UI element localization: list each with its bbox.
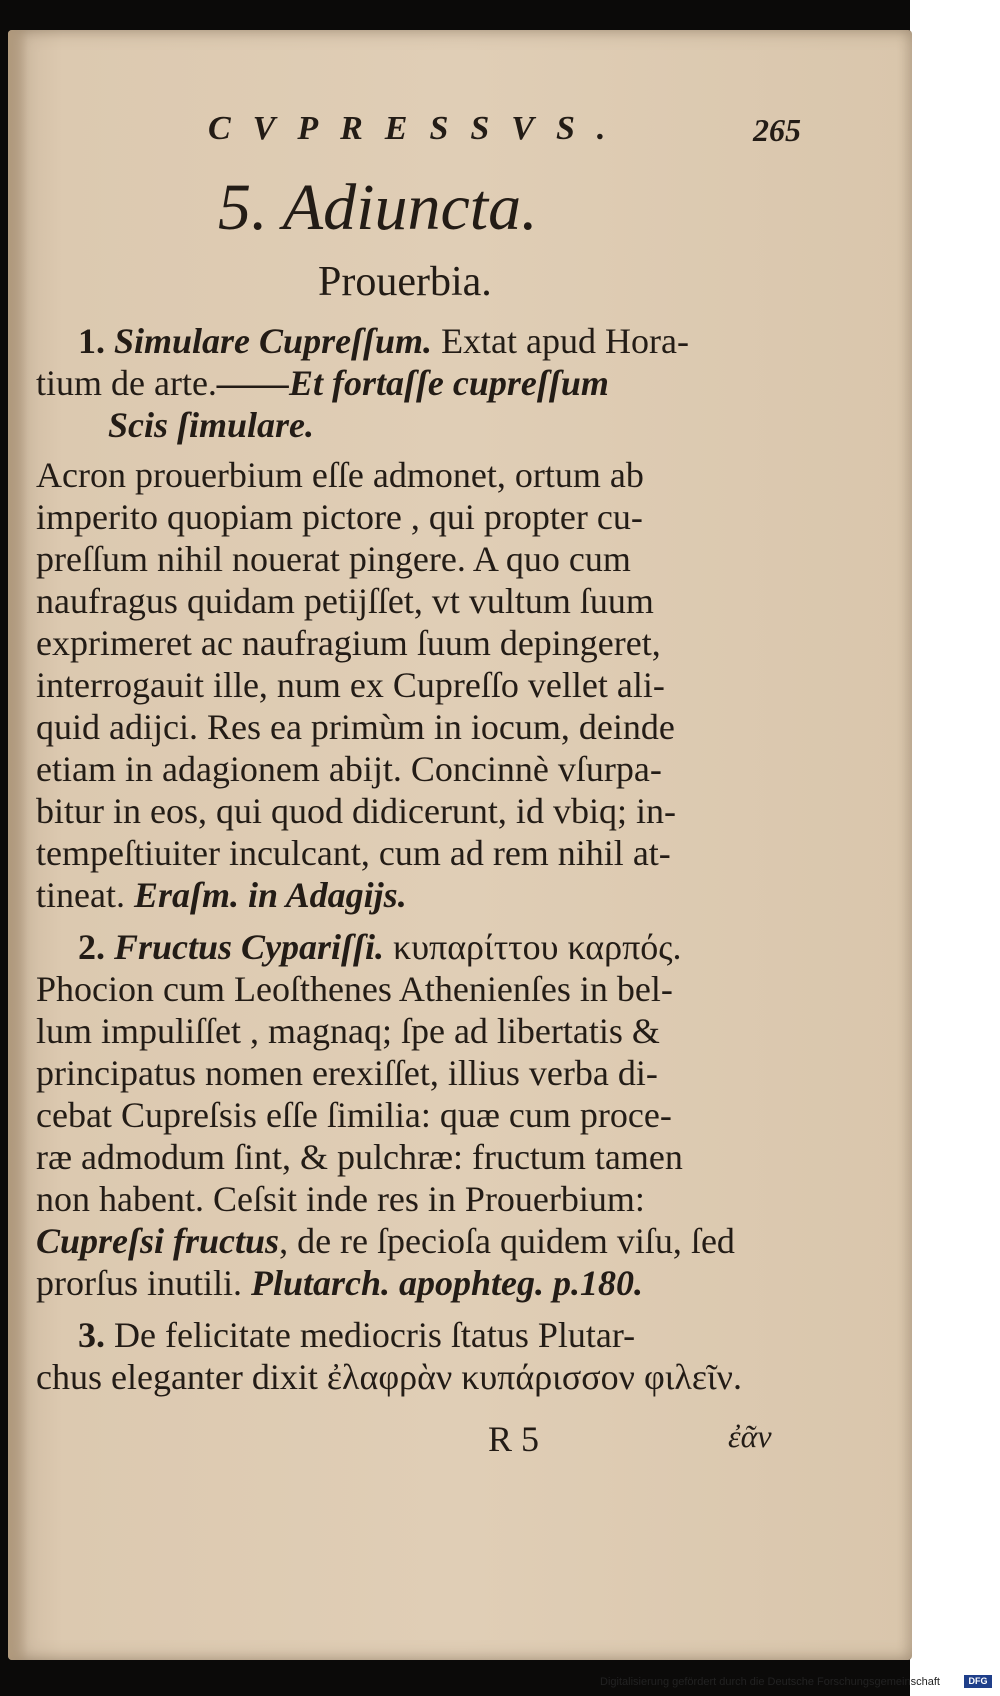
text-line: [36, 1010, 806, 1052]
line-number: 1.: [78, 321, 114, 361]
text-line: [36, 968, 806, 1010]
text-line: [36, 1052, 806, 1094]
text-run: Phocion cum Leoſthenes Athenienſes in bel-: [36, 969, 673, 1009]
italic-citation: Fructus Cypariſſi.: [114, 927, 385, 967]
text-line: [78, 320, 848, 362]
line-number: 2.: [78, 927, 114, 967]
text-run: lum impuliſſet , magnaq; ſpe ad libertatis &: [36, 1011, 660, 1051]
text-run: etiam in adagionem abijt. Concinnè vſurpa-: [36, 749, 662, 789]
italic-citation: Plutarch. apophteg. p.180.: [242, 1263, 644, 1303]
text-line: [36, 1094, 806, 1136]
text-run: exprimeret ac naufragium ſuum depingeret,: [36, 623, 661, 663]
catchword: ἐᾶν: [728, 1418, 772, 1454]
text-run: tempeſtiuiter inculcant, cum ad rem nihil at-: [36, 833, 671, 873]
text-line: [78, 926, 848, 968]
italic-citation: Simulare Cupreſſum.: [114, 321, 433, 361]
text-run: preſſum nihil nouerat pingere. A quo cum: [36, 539, 631, 579]
text-line: [78, 1314, 848, 1356]
text-line: [108, 404, 878, 446]
dfg-logo: DFG: [964, 1675, 992, 1688]
text-run: Extat apud Hora-: [432, 321, 689, 361]
text-line: [36, 496, 806, 538]
line-number: 3.: [78, 1315, 114, 1355]
text-line: [36, 454, 806, 496]
text-run: interrogauit ille, num ex Cupreſſo vellet ali-: [36, 665, 665, 705]
page-number: 265: [753, 112, 801, 148]
text-line: [36, 580, 806, 622]
text-run: bitur in eos, qui quod didicerunt, id vbiq; in-: [36, 791, 676, 831]
text-run: non habent. Ceſsit inde res in Prouerbium:: [36, 1179, 645, 1219]
running-head: CVPRESSVS.: [208, 110, 628, 147]
text-run: , de re ſpecioſa quidem viſu, ſed: [279, 1221, 735, 1261]
text-line: [36, 664, 806, 706]
text-run: tium de arte.: [36, 363, 217, 403]
text-run: principatus nomen erexiſſet, illius verba di-: [36, 1053, 658, 1093]
text-line: [36, 706, 806, 748]
text-run: quid adijci. Res ea primùm in iocum, deinde: [36, 707, 675, 747]
text-line: [36, 1356, 806, 1398]
section-title: 5. Adiuncta.: [218, 171, 538, 244]
italic-citation: ——Et fortaſſe cupreſſum: [216, 363, 609, 403]
text-line: [36, 1262, 806, 1304]
text-line: [36, 832, 806, 874]
text-line: [36, 622, 806, 664]
text-line: [36, 1220, 806, 1262]
text-run: Acron prouerbium eſſe admonet, ortum ab: [36, 455, 644, 495]
text-run: tineat.: [36, 875, 125, 915]
scan-background-right: [910, 0, 1000, 1696]
italic-citation: Eraſm. in Adagijs.: [124, 875, 407, 915]
text-run: cebat Cupreſsis eſſe ſimilia: quæ cum proce-: [36, 1095, 672, 1135]
text-line: [36, 362, 806, 404]
text-line: [36, 874, 806, 916]
text-line: [36, 790, 806, 832]
text-line: [36, 1178, 806, 1220]
signature-mark: R 5: [488, 1419, 540, 1459]
text-run: naufragus quidam petijſſet, vt vultum ſuum: [36, 581, 654, 621]
italic-citation: Cupreſsi fructus: [36, 1221, 280, 1261]
text-line: [36, 748, 806, 790]
digitization-credit: Digitalisierung gefördert durch die Deutsche Forschungsgemeinschaft: [600, 1676, 940, 1688]
text-run: imperito quopiam pictore , qui propter cu-: [36, 497, 643, 537]
text-run: De felicitate mediocris ſtatus Plutar-: [114, 1315, 636, 1355]
page-gutter-shadow: [8, 30, 28, 1660]
text-line: [36, 1136, 806, 1178]
book-page: [8, 30, 912, 1660]
subsection-title: Prouerbia.: [318, 259, 492, 305]
text-run: chus eleganter dixit ἐλαφρὰν κυπάρισσον φιλεῖν.: [36, 1357, 742, 1397]
text-run: ræ admodum ſint, & pulchræ: fructum tamen: [36, 1137, 683, 1177]
text-run: prorſus inutili.: [36, 1263, 242, 1303]
italic-citation: Scis ſimulare.: [108, 405, 315, 445]
text-line: [36, 538, 806, 580]
text-run: κυπαρίττου καρπός.: [384, 927, 682, 967]
